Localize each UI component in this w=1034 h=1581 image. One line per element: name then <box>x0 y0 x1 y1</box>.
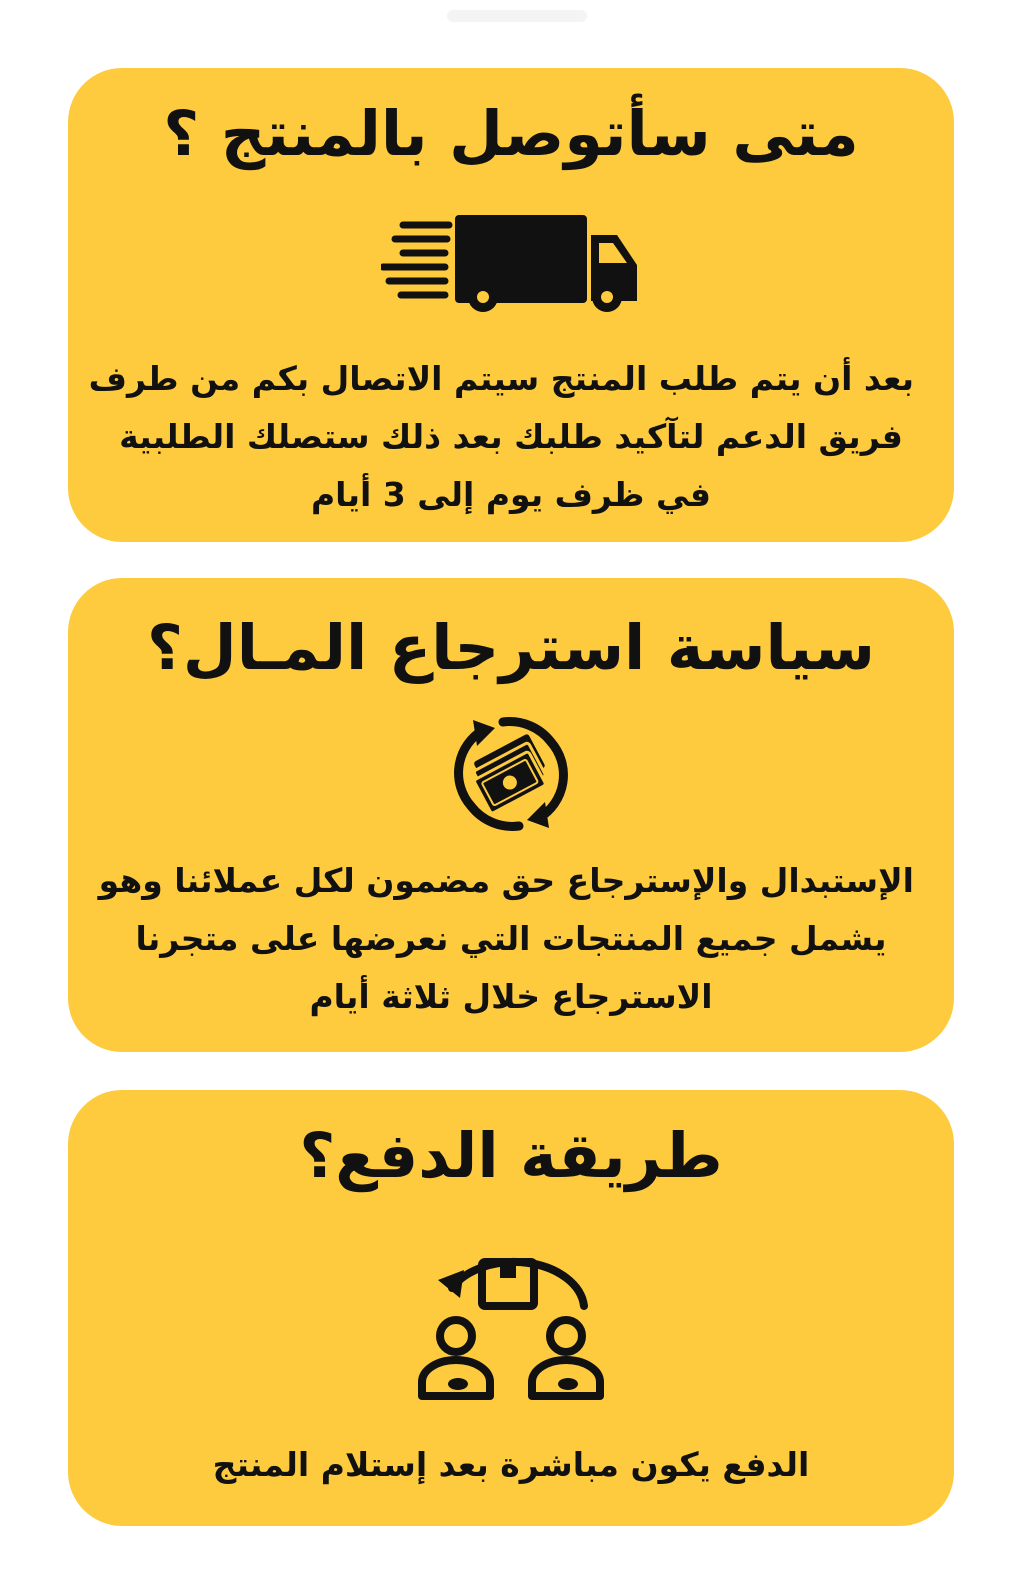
delivery-text-line: بعد أن يتم طلب المنتج سيتم الاتصال بكم من طرف <box>88 359 914 398</box>
refund-card-text <box>98 852 914 1026</box>
refund-card-title: سياسة استرجاع المـال؟ <box>146 611 876 684</box>
delivery-text-line: فريق الدعم لتآكيد طلبك بعد ذلك ستصلك الطلبية <box>119 417 903 456</box>
payment-text-line: الدفع يكون مباشرة بعد إستلام المنتج <box>212 1445 810 1484</box>
delivery-card-text <box>88 350 914 524</box>
refund-policy-card <box>68 578 954 1052</box>
cash-on-delivery-icon <box>416 1236 606 1402</box>
payment-method-card <box>68 1090 954 1526</box>
delivery-card-title: متى سأتوصل بالمنتج ؟ <box>163 97 859 170</box>
delivery-info-card <box>68 68 954 542</box>
top-handle-mark <box>447 10 587 22</box>
refund-text-line: الإستبدال والإسترجاع حق مضمون لكل عملائنا وهو <box>98 861 914 900</box>
refund-text-line: الاسترجاع خلال ثلاثة أيام <box>309 977 713 1016</box>
delivery-truck-icon <box>381 213 641 323</box>
payment-card-title: طريقة الدفع؟ <box>299 1119 723 1192</box>
delivery-text-line: في ظرف يوم إلى 3 أيام <box>311 475 711 514</box>
money-refund-icon <box>443 706 579 842</box>
payment-card-text <box>108 1436 914 1494</box>
refund-text-line: يشمل جميع المنتجات التي نعرضها على متجرنا <box>135 919 887 958</box>
